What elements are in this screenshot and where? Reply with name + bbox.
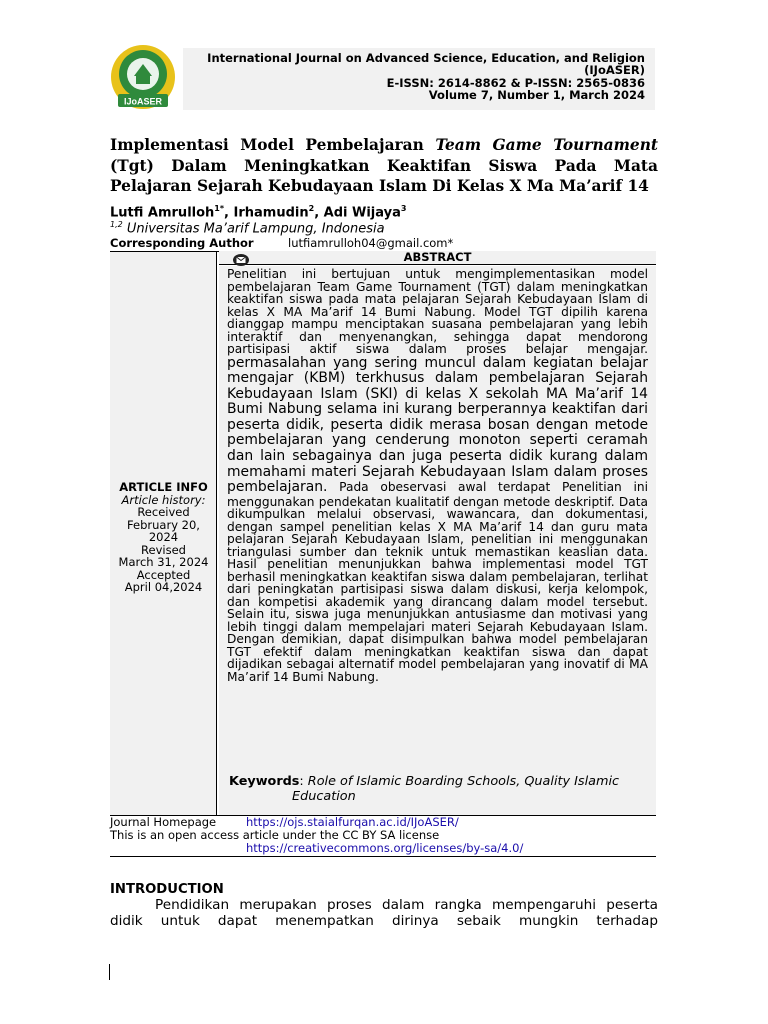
journal-homepage-link[interactable]: https://ojs.staialfurqan.ac.id/IJoASER/ — [246, 815, 459, 829]
journal-name-line2: (IJoASER) — [584, 63, 645, 78]
open-access-statement: This is an open access article under the CC BY SA license — [110, 828, 440, 842]
abstract-heading: ABSTRACT — [403, 250, 472, 264]
corresponding-author-email[interactable]: lutfiamrulloh04@gmail.com* — [288, 236, 454, 250]
paper-title-emphasis: Team Game Tournament — [435, 136, 658, 154]
article-info — [110, 481, 217, 594]
keywords: Keywords: Role of Islamic Boarding Schools, Quality Islamic Education — [229, 774, 650, 804]
history-line: March 31, 2024 — [118, 555, 209, 569]
keywords-label: Keywords — [229, 774, 300, 789]
history-line: Revised — [141, 542, 186, 557]
history-line: 2024 — [148, 530, 179, 544]
journal-header — [183, 48, 655, 110]
license-rule — [110, 856, 656, 857]
history-line: Accepted — [136, 567, 191, 582]
journal-homepage-label: Journal Homepage — [110, 815, 217, 829]
abstract-part-2: permasalahan yang sering muncul dalam kegiatan belajar mengajar (KBM) terkhusus dalam pembelajaran Sejarah Kebudayaan Islam (SKI) di kelas X sekolah MA Ma’arif 14 Bumi Nabung selama ini kurang berperannya keaktifan dari peserta didik, peserta didik merasa bosan dengan metode pembelajaran yang cenderung monoton seperti ceramah dan lain sebagainya dan juga peserta didik kurang dalam memahami materi Sejarah Kebudayaan Islam dalam proses pembelajaran. — [227, 354, 648, 496]
license-link[interactable]: https://creativecommons.org/licenses/by-sa/4.0/ — [246, 841, 524, 855]
journal-logo — [110, 44, 176, 110]
journal-name-line1: International Journal on Advanced Science, Education, and Religion — [207, 51, 645, 65]
author-list: Lutfi Amrulloh$^{1*}$, Irhamudin$^2$, Adi Wijaya$^3$ — [110, 204, 407, 221]
abstract-text — [227, 268, 648, 683]
abstract-part-1: Penelitian ini bertujuan untuk mengimplementasikan model pembelajaran Team Game Tournament (TGT) dalam meningkatkan keaktifan siswa pada mata pelajaran Sejarah Kebudayaan Islam di kelas X MA Ma’arif 14 Bumi Nabung. Model TGT dipilih karena dianggap mampu menciptakan suasana pembelajaran yang lebih interaktif dan menyenangkan, sehingga dapat mendorong partisipasi aktif siswa dalam proses belajar mengajar. — [227, 267, 648, 356]
journal-issn: E-ISSN: 2614-8862 & P-ISSN: 2565-0836 — [386, 75, 645, 90]
introduction-text: Pendidikan merupakan proses dalam rangka mempengaruhi peserta didik untuk dapat menempatkan dirinya sebaik mungkin terhadap — [110, 897, 658, 929]
corresponding-author-label: Corresponding Author — [110, 236, 254, 250]
history-line: Received — [137, 505, 190, 519]
article-info-title: ARTICLE INFO — [119, 480, 208, 494]
paper-title: Implementasi Model Pembelajaran Team Game Tournament (Tgt) Dalam Meningkatkan Keaktifan Siswa Pada Mata Pelajaran Sejarah Kebudayaan Islam Di Kelas X Ma Ma’arif 14 — [110, 136, 658, 195]
article-history-label: Article history: — [121, 492, 206, 507]
logo-text: IJoASER — [123, 96, 163, 107]
keywords-list: Role of Islamic Boarding Schools, Quality Islamic — [303, 774, 620, 789]
abstract-part-3: Pada obeservasi awal terdapat Penelitian ini menggunakan pendekatan kualitatif dengan metode deskriptif. Data dikumpulkan melalui observasi, wawancara, dan dokumentasi, dengan sampel penelitian kelas X MA Ma’arif 14 dan guru mata pelajaran Sejarah Kebudayaan Islam, penelitian ini menggunakan triangulasi sumber dan teknik untuk memastikan keaslian data. Hasil penelitian menunjukkan bahwa implementasi model TGT berhasil meningkatkan keaktifan siswa dalam pembelajaran, terlihat dari peningkatan partisipasi siswa dalam diskusi, kerja kelompok, dan kompetisi akademik yang dirancang dalam model tersebut. Selain itu, siswa juga menunjukkan antusiasme dan motivasi yang lebih tinggi dalam mempelajari materi Sejarah Kebudayaan Islam. Dengan demikian, dapat disimpulkan bahwa model pembelajaran TGT efektif dalam meningkatkan keaktifan siswa dan dapat dijadikan sebagai alternatif model pembelajaran yang inovatif di MA Ma’arif 14 Bumi Nabung. — [227, 480, 648, 684]
introduction-heading: INTRODUCTION — [110, 882, 224, 897]
history-line: April 04,2024 — [124, 580, 203, 594]
keywords-list-cont: Education — [292, 789, 356, 804]
affiliation: $^{1,2}$ Universitas Ma’arif Lampung, Indonesia — [110, 220, 385, 237]
text-cursor — [109, 964, 110, 980]
history-line: February 20, — [127, 517, 200, 532]
journal-volume: Volume 7, Number 1, March 2024 — [428, 88, 645, 103]
